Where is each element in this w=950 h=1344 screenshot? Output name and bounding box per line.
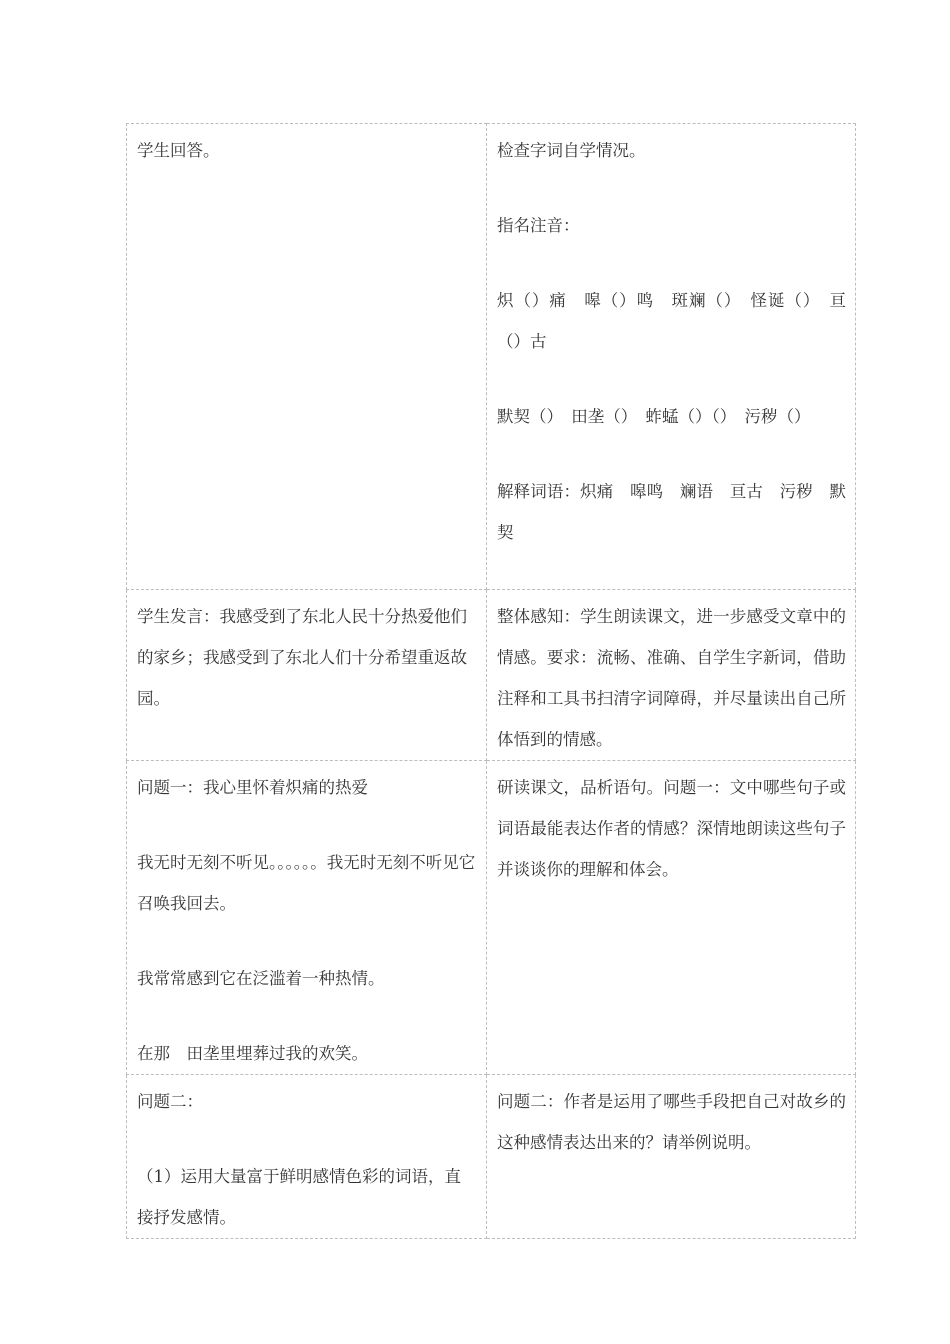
cell-text: 问题二：: [137, 1092, 203, 1111]
lesson-table: [126, 123, 856, 1239]
teacher-activity-cell: [487, 124, 856, 590]
teacher-activity-cell: [487, 590, 856, 761]
cell-text: 研读课文，品析语句。问题一：文中哪些句子或词语最能表达作者的情感？深情地朗读这些句子并谈谈你的理解和体会。: [497, 778, 846, 879]
student-activity-cell: [127, 590, 487, 761]
student-activity-cell: [127, 761, 487, 1075]
table-row: [127, 124, 856, 590]
cell-text: 学生回答。: [137, 141, 220, 160]
cell-text: （1）运用大量富于鲜明感情色彩的词语，直接抒发感情。: [137, 1167, 461, 1227]
cell-text: 我常常感到它在泛滥着一种热情。: [137, 969, 385, 988]
table-row: [127, 1075, 856, 1239]
cell-text: 指名注音：: [497, 216, 580, 235]
cell-text: 学生发言：我感受到了东北人民十分热爱他们的家乡；我感受到了东北人们十分希望重返故园。: [137, 607, 467, 708]
cell-text: 问题二：作者是运用了哪些手段把自己对故乡的这种感情表达出来的？请举例说明。: [497, 1092, 846, 1152]
cell-text: 炽（）痛 嗥（）鸣 斑斓（） 怪诞（） 亘（）古: [497, 291, 846, 351]
cell-text: 在那 田垄里埋葬过我的欢笑。: [137, 1044, 368, 1063]
cell-text: 检查字词自学情况。: [497, 141, 646, 160]
teacher-activity-cell: [487, 761, 856, 1075]
student-activity-cell: [127, 1075, 487, 1239]
table-row: [127, 590, 856, 761]
cell-text: 我无时无刻不听见。。。。。。我无时无刻不听见它召唤我回去。: [137, 853, 476, 913]
teacher-activity-cell: [487, 1075, 856, 1239]
cell-text: 整体感知：学生朗读课文，进一步感受文章中的情感。要求：流畅、准确、自学生字新词，借助注释和工具书扫清字词障碍，并尽量读出自己所体悟到的情感。: [497, 607, 846, 749]
table-row: [127, 761, 856, 1075]
cell-text: 默契（） 田垄（） 蚱蜢（）（） 污秽（）: [497, 407, 811, 426]
student-activity-cell: [127, 124, 487, 590]
cell-text: 解释词语：炽痛 嗥鸣 斓语 亘古 污秽 默契: [497, 482, 846, 542]
cell-text: 问题一：我心里怀着炽痛的热爱: [137, 778, 368, 797]
